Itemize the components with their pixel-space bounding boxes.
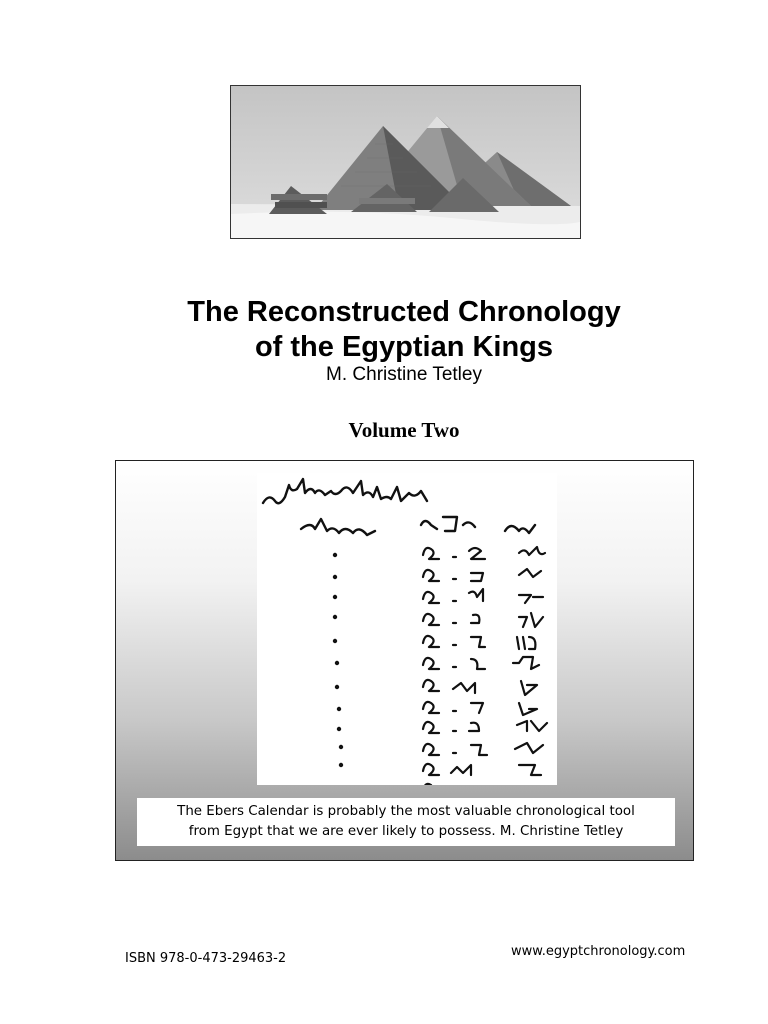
manuscript-dots	[333, 553, 343, 767]
author-name: M. Christine Tetley	[326, 364, 482, 385]
caption-line-2: from Egypt that we are ever likely to possess. M. Christine Tetley	[188, 824, 624, 839]
ebers-calendar-caption	[137, 798, 675, 846]
caption-line-1: The Ebers Calendar is probably the most valuable chronological tool	[177, 804, 635, 819]
ebers-calendar-panel	[115, 460, 694, 861]
volume-label: Volume Two	[348, 418, 460, 442]
isbn-number: ISBN 978-0-473-29463-2	[125, 951, 287, 966]
ebers-calendar-manuscript-image	[257, 473, 557, 785]
book-title-line-1: The Reconstructed Chronology	[187, 296, 621, 328]
book-title-line-2: of the Egyptian Kings	[254, 331, 554, 363]
pyramids-photo	[230, 85, 581, 239]
website-url: www.egyptchronology.com	[511, 944, 686, 959]
